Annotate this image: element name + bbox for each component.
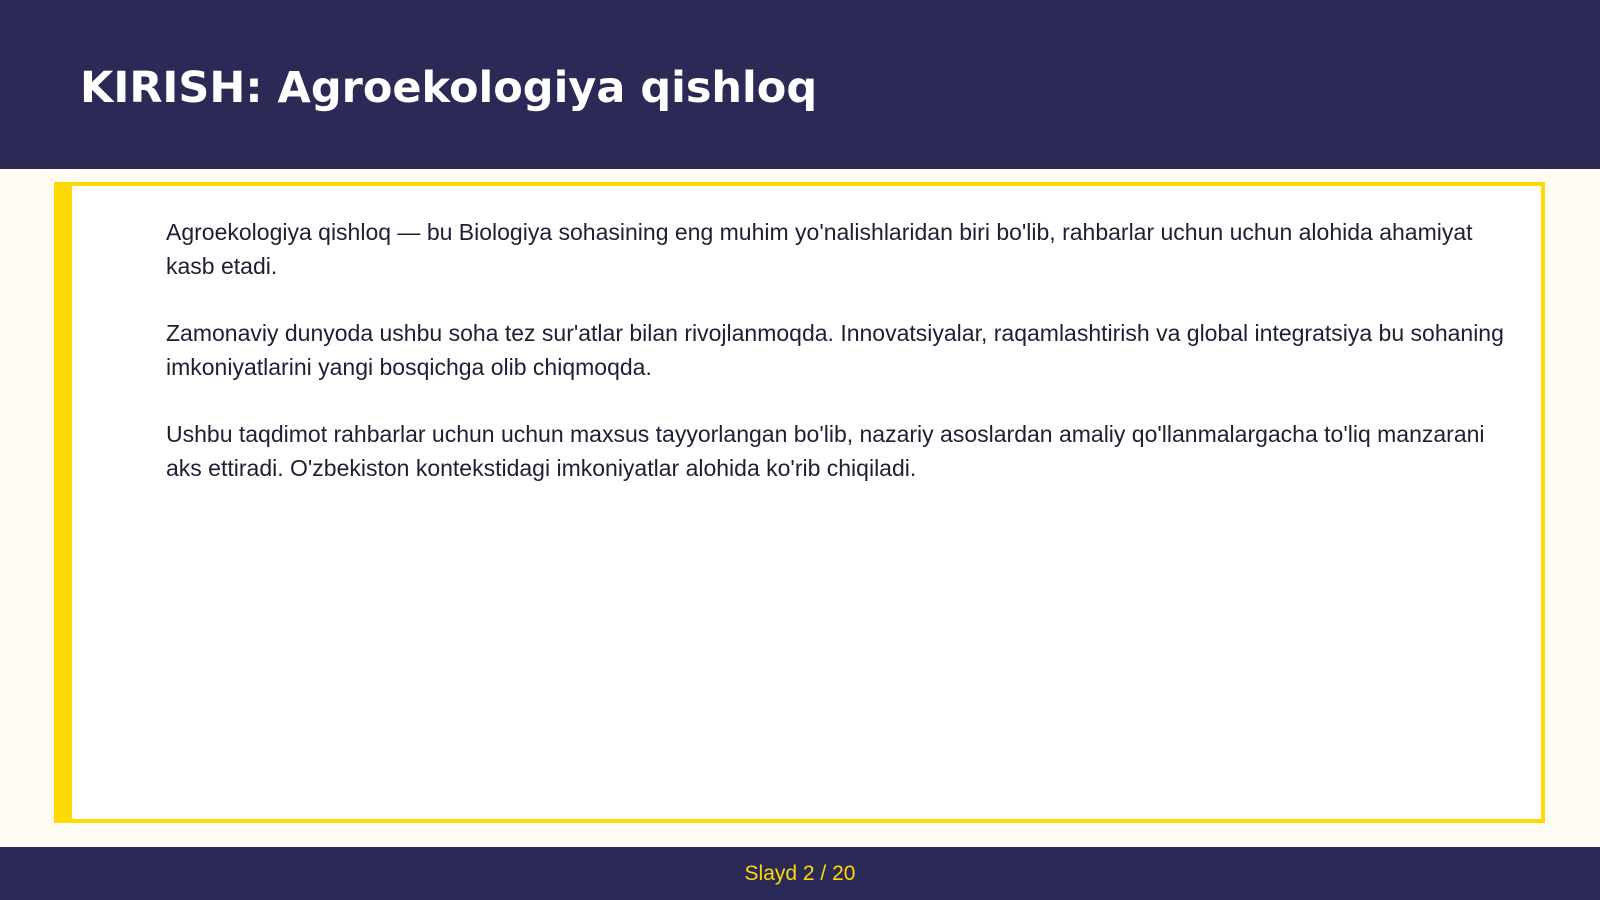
content-text <box>166 215 1526 518</box>
paragraph-presentation-purpose: Ushbu taqdimot rahbarlar uchun uchun maxsus tayyorlangan bo'lib, nazariy asoslardan amaliy qo'llanmalargacha to'liq manzarani aks ettiradi. O'zbekiston kontekstidagi imkoniyatlar alohida ko'rib chiqiladi. <box>166 421 1485 481</box>
slide-title: KIRISH: Agroekologiya qishloq <box>80 63 818 113</box>
paragraph-modern-world: Zamonaviy dunyoda ushbu soha tez sur'atlar bilan rivojlanmoqda. Innovatsiyalar, raqamlashtirish va global integratsiya bu sohaning imkoniyatlarini yangi bosqichga olib chiqmoqda. <box>166 320 1504 380</box>
slide-number: Slayd 2 / 20 <box>744 861 856 885</box>
slide-header <box>0 0 1600 169</box>
paragraph-intro: Agroekologiya qishloq — bu Biologiya sohasining eng muhim yo'nalishlaridan biri bo'lib, rahbarlar uchun uchun alohida ahamiyat kasb etadi. <box>166 219 1473 279</box>
content-box <box>54 182 1545 823</box>
slide-footer <box>0 847 1600 900</box>
